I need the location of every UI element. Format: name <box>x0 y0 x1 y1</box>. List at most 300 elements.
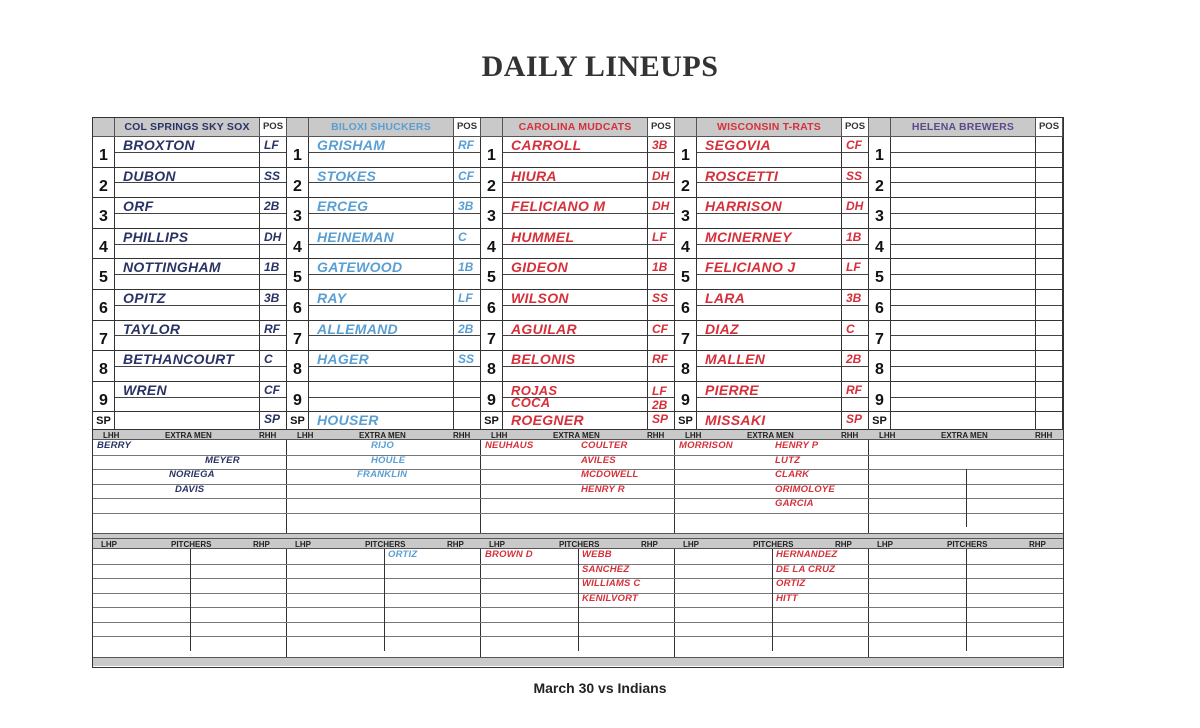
lineup-slot <box>503 351 648 382</box>
extra-man-name: MEYER <box>205 454 240 466</box>
slot-number: 6 <box>287 290 309 321</box>
slot-number: 2 <box>287 168 309 199</box>
position-box <box>842 259 869 290</box>
team-name: CAROLINA MUDCATS <box>503 118 648 137</box>
rhp-pitcher-name: HERNANDEZ <box>776 549 838 561</box>
player-name: HARRISON <box>705 198 783 215</box>
player-position: C <box>846 321 855 336</box>
position-box <box>648 351 675 382</box>
sp-label: SP <box>675 412 697 430</box>
lineup-slot <box>697 229 842 260</box>
player-position: SP <box>264 412 281 427</box>
player-position: CF <box>846 138 862 152</box>
player-name: GATEWOOD <box>317 259 403 276</box>
extra-man-name: COULTER <box>581 440 628 452</box>
player-position: SP <box>846 412 863 427</box>
pitchers-label: PITCHERS <box>947 540 988 550</box>
team-column <box>287 118 481 666</box>
position-box <box>454 168 481 199</box>
player-name: BROXTON <box>123 137 195 153</box>
team-column <box>481 118 675 666</box>
position-box <box>260 168 287 199</box>
lineup-slot <box>697 321 842 352</box>
pitchers-header <box>675 539 869 549</box>
sp-label: SP <box>287 412 309 430</box>
team-name: HELENA BREWERS <box>891 118 1036 137</box>
slot-number: 5 <box>93 259 115 290</box>
position-box <box>1036 382 1063 413</box>
player-position: C <box>264 352 273 367</box>
player-name: PHILLIPS <box>123 228 189 245</box>
grid-line <box>481 455 675 456</box>
lineup-slot <box>891 198 1036 229</box>
player-name: HEINEMAN <box>317 228 395 245</box>
player-name: FELICIANO M <box>511 198 606 215</box>
starting-pitcher-position <box>260 412 287 430</box>
player-name: PIERRE <box>705 381 759 398</box>
lineup-slot <box>891 382 1036 413</box>
player-position: SS <box>846 168 863 183</box>
player-name: ROJAS <box>511 382 558 398</box>
player-position: 2B <box>458 321 474 336</box>
position-box <box>1036 198 1063 229</box>
player-position: 1B <box>652 260 668 275</box>
lineup-slot <box>891 290 1036 321</box>
sp-label: SP <box>481 412 503 430</box>
player-name: ORF <box>123 198 154 215</box>
position-box <box>1036 137 1063 168</box>
slot-number: 7 <box>869 321 891 352</box>
starting-pitcher-slot <box>503 412 648 430</box>
footer-date: March 30 vs Indians <box>533 680 667 696</box>
lhp-label: LHP <box>877 540 893 550</box>
position-box <box>648 382 675 413</box>
slot-number: 7 <box>675 321 697 352</box>
player-name: COCA <box>511 394 551 410</box>
lhh-label: LHH <box>491 431 508 441</box>
position-box <box>1036 351 1063 382</box>
lineup-slot <box>891 321 1036 352</box>
extra-men-header <box>93 430 287 440</box>
extra-men-label: EXTRA MEN <box>941 431 988 441</box>
grid-line <box>481 513 675 514</box>
slot-number: 5 <box>869 259 891 290</box>
rhh-label: RHH <box>259 431 277 441</box>
slot-number: 4 <box>93 229 115 260</box>
player-position: 3B <box>264 291 280 305</box>
slot-number: 6 <box>869 290 891 321</box>
position-box <box>648 229 675 260</box>
lineup-slot <box>891 351 1036 382</box>
extra-men-header <box>675 430 869 440</box>
slot-number: 3 <box>869 198 891 229</box>
slot-number: 8 <box>287 351 309 382</box>
grid-line <box>287 498 481 499</box>
position-box <box>648 290 675 321</box>
board-footer-band <box>675 657 869 666</box>
slot-number: 5 <box>675 259 697 290</box>
position-box <box>260 290 287 321</box>
player-name: GIDEON <box>511 259 569 276</box>
slot-number: 9 <box>869 382 891 413</box>
position-box <box>842 229 869 260</box>
extra-man-name: RIJO <box>371 440 394 452</box>
team-column <box>675 118 869 666</box>
player-position: C <box>458 229 467 244</box>
lineup-board <box>92 117 1064 668</box>
position-box <box>454 351 481 382</box>
rhp-pitcher-name: DE LA CRUZ <box>776 563 836 575</box>
position-box <box>1036 229 1063 260</box>
rhh-label: RHH <box>647 431 665 441</box>
position-box <box>260 351 287 382</box>
grid-divider <box>966 469 967 527</box>
rhh-label: RHH <box>1035 431 1053 441</box>
rhh-label: RHH <box>841 431 859 441</box>
player-name: BELONIS <box>511 351 576 368</box>
extra-men-label: EXTRA MEN <box>359 431 406 441</box>
pitchers-divider <box>772 549 773 651</box>
lineup-slot <box>503 259 648 290</box>
lineup-slot <box>115 259 260 290</box>
grid-line <box>675 513 869 514</box>
lineup-slot <box>697 198 842 229</box>
rhp-pitcher-name: HITT <box>776 592 798 604</box>
rhp-label: RHP <box>447 540 464 550</box>
extra-man-name: ORIMOLOYE <box>775 483 835 495</box>
pitchers-header <box>93 539 287 549</box>
lineup-slot <box>115 168 260 199</box>
slot-number: 2 <box>93 168 115 199</box>
lineup-slot <box>115 321 260 352</box>
lhp-label: LHP <box>101 540 117 550</box>
starting-pitcher-slot <box>309 412 454 430</box>
grid-line <box>93 513 287 514</box>
header-corner <box>93 118 115 137</box>
rhh-label: RHH <box>453 431 471 441</box>
lineup-slot <box>503 382 648 413</box>
grid-line <box>287 484 481 485</box>
slot-number: 3 <box>481 198 503 229</box>
extra-man-name: DAVIS <box>175 483 205 495</box>
lhp-label: LHP <box>295 540 311 550</box>
grid-line <box>675 484 869 485</box>
rhp-label: RHP <box>835 540 852 550</box>
position-box <box>1036 168 1063 199</box>
extra-man-name: NEUHAUS <box>485 440 534 452</box>
lineup-slot <box>309 229 454 260</box>
player-position: SS <box>652 291 669 305</box>
player-position: RF <box>458 138 474 152</box>
lhh-label: LHH <box>103 431 120 441</box>
lineup-slot <box>309 137 454 168</box>
lineup-slot <box>115 351 260 382</box>
lineup-slot <box>697 259 842 290</box>
team-column <box>93 118 287 666</box>
extra-man-name: HENRY P <box>775 440 819 452</box>
extra-men-header <box>869 430 1063 440</box>
rhp-label: RHP <box>253 540 270 550</box>
player-position: 3B <box>652 138 668 152</box>
player-position: SS <box>264 168 281 183</box>
player-position: DH <box>652 199 670 214</box>
grid-line <box>869 455 1063 456</box>
player-position: RF <box>652 352 668 367</box>
slot-number: 4 <box>481 229 503 260</box>
player-name: ALLEMAND <box>317 320 398 337</box>
header-corner <box>287 118 309 137</box>
position-box <box>842 351 869 382</box>
player-position: RF <box>846 382 862 397</box>
grid-line <box>675 469 869 470</box>
rhp-pitcher-name: KENILVORT <box>582 592 638 604</box>
pitchers-label: PITCHERS <box>559 540 600 550</box>
extra-man-name: BERRY <box>97 440 132 452</box>
player-name: ERCEG <box>317 198 369 215</box>
lineup-slot <box>309 168 454 199</box>
extra-man-name: LUTZ <box>775 454 801 466</box>
slot-number: 8 <box>93 351 115 382</box>
player-name: HUMMEL <box>511 228 575 245</box>
lineup-slot <box>309 382 454 413</box>
lineup-slot <box>697 290 842 321</box>
slot-number: 6 <box>481 290 503 321</box>
pitchers-header <box>869 539 1063 549</box>
lineup-slot <box>115 229 260 260</box>
position-box <box>842 137 869 168</box>
player-position: LF <box>264 138 279 152</box>
grid-line <box>481 469 675 470</box>
position-box <box>454 198 481 229</box>
pitchers-divider <box>384 549 385 651</box>
slot-number: 4 <box>287 229 309 260</box>
pitchers-header <box>481 539 675 549</box>
player-name: DIAZ <box>705 320 739 337</box>
lineup-slot <box>309 198 454 229</box>
lhh-label: LHH <box>685 431 702 441</box>
lhp-pitcher-name: BROWN D <box>485 549 533 561</box>
player-position: LF <box>652 229 667 244</box>
player-name: TAYLOR <box>123 320 181 337</box>
player-position: 2B <box>846 352 862 367</box>
pitchers-label: PITCHERS <box>365 540 406 550</box>
slot-number: 8 <box>869 351 891 382</box>
slot-number: 2 <box>869 168 891 199</box>
extra-man-name: MCDOWELL <box>581 469 639 481</box>
lineup-slot <box>115 137 260 168</box>
sp-label: SP <box>869 412 891 430</box>
position-box <box>260 259 287 290</box>
pitchers-divider <box>578 549 579 651</box>
position-box <box>1036 290 1063 321</box>
player-name: HIURA <box>511 167 557 184</box>
position-box <box>454 321 481 352</box>
lineup-slot <box>503 229 648 260</box>
lineup-slot <box>697 351 842 382</box>
pitchers-divider <box>190 549 191 651</box>
player-position: 3B <box>846 291 862 305</box>
team-name: WISCONSIN T-RATS <box>697 118 842 137</box>
player-name: DUBON <box>123 167 176 184</box>
player-name: FELICIANO J <box>705 259 796 276</box>
player-name: BETHANCOURT <box>123 351 235 368</box>
grid-line <box>675 455 869 456</box>
extra-man-name: HOULE <box>371 454 406 466</box>
lhh-label: LHH <box>879 431 896 441</box>
lineup-slot <box>503 321 648 352</box>
lineup-slot <box>697 137 842 168</box>
position-box <box>648 321 675 352</box>
player-name: SEGOVIA <box>705 137 771 153</box>
rhp-pitcher-name: WILLIAMS C <box>582 578 641 590</box>
position-box <box>454 382 481 413</box>
lineup-slot <box>891 168 1036 199</box>
rhp-label: RHP <box>1029 540 1046 550</box>
slot-number: 4 <box>675 229 697 260</box>
player-name: WREN <box>123 381 167 398</box>
slot-number: 9 <box>481 382 503 413</box>
player-name: GRISHAM <box>317 137 386 153</box>
lineup-slot <box>891 137 1036 168</box>
extra-men-label: EXTRA MEN <box>747 431 794 441</box>
player-position: CF <box>458 168 474 183</box>
lineup-slot <box>697 382 842 413</box>
slot-number: 3 <box>675 198 697 229</box>
header-corner <box>675 118 697 137</box>
player-position: CF <box>264 382 280 397</box>
slot-number: 8 <box>675 351 697 382</box>
position-box <box>260 229 287 260</box>
starting-pitcher-position <box>842 412 869 430</box>
pos-column-header: POS <box>454 118 481 137</box>
extra-man-name: AVILES <box>581 454 616 466</box>
slot-number: 1 <box>675 137 697 168</box>
starting-pitcher-name: HOUSER <box>317 412 379 429</box>
position-box <box>260 198 287 229</box>
lhh-label: LHH <box>297 431 314 441</box>
player-position: SS <box>458 352 475 367</box>
rhp-pitcher-name: ORTIZ <box>388 549 418 561</box>
grid-line <box>287 513 481 514</box>
slot-number: 8 <box>481 351 503 382</box>
slot-number: 1 <box>93 137 115 168</box>
lhp-label: LHP <box>489 540 505 550</box>
player-name: STOKES <box>317 167 377 184</box>
extra-man-name: NORIEGA <box>169 469 215 481</box>
page-title: DAILY LINEUPS <box>481 50 719 83</box>
board-footer-band <box>93 657 287 666</box>
player-name: AGUILAR <box>511 320 577 337</box>
starting-pitcher-position <box>454 412 481 430</box>
slot-number: 9 <box>287 382 309 413</box>
player-name: ROSCETTI <box>705 167 779 184</box>
slot-number: 2 <box>481 168 503 199</box>
extra-man-name: CLARK <box>775 469 810 481</box>
rhp-pitcher-name: SANCHEZ <box>582 563 630 575</box>
slot-number: 1 <box>869 137 891 168</box>
header-corner <box>869 118 891 137</box>
slot-number: 1 <box>481 137 503 168</box>
grid-line <box>93 455 287 456</box>
lineup-slot <box>309 351 454 382</box>
player-name: MCINERNEY <box>705 228 792 245</box>
slot-number: 5 <box>481 259 503 290</box>
slot-number: 9 <box>675 382 697 413</box>
starting-pitcher-name: ROEGNER <box>511 412 584 429</box>
team-name: BILOXI SHUCKERS <box>309 118 454 137</box>
player-name: WILSON <box>511 290 569 306</box>
lineup-slot <box>309 259 454 290</box>
slot-number: 3 <box>93 198 115 229</box>
extra-man-name: HENRY R <box>581 483 625 495</box>
position-box <box>842 168 869 199</box>
starting-pitcher-position <box>648 412 675 430</box>
lineup-slot <box>115 290 260 321</box>
pitchers-divider <box>966 549 967 651</box>
player-position: LF <box>458 291 473 305</box>
player-position: LF <box>652 383 667 398</box>
header-corner <box>481 118 503 137</box>
player-position: 2B <box>264 199 280 214</box>
grid-line <box>481 484 675 485</box>
player-position: 1B <box>264 260 280 275</box>
position-box <box>648 198 675 229</box>
extra-men-label: EXTRA MEN <box>165 431 212 441</box>
position-box <box>842 382 869 413</box>
lineup-slot <box>309 290 454 321</box>
team-name: COL SPRINGS SKY SOX <box>115 118 260 137</box>
board-footer-band <box>287 657 481 666</box>
player-name: OPITZ <box>123 290 166 306</box>
rhp-label: RHP <box>641 540 658 550</box>
starting-pitcher-slot <box>891 412 1036 430</box>
player-name: MALLEN <box>705 351 766 368</box>
extra-man-name: FRANKLIN <box>357 469 408 481</box>
lineup-slot <box>891 229 1036 260</box>
lineup-slot <box>503 168 648 199</box>
player-position: 1B <box>458 260 474 275</box>
position-box <box>842 321 869 352</box>
player-name: RAY <box>317 290 347 306</box>
position-box <box>454 259 481 290</box>
slot-number: 7 <box>287 321 309 352</box>
position-box <box>1036 259 1063 290</box>
lineup-slot <box>503 290 648 321</box>
position-box <box>842 290 869 321</box>
position-box <box>260 321 287 352</box>
player-position: DH <box>264 229 282 244</box>
board-footer-band <box>869 657 1063 666</box>
slot-number: 7 <box>93 321 115 352</box>
position-box <box>648 259 675 290</box>
starting-pitcher-slot <box>697 412 842 430</box>
player-name: HAGER <box>317 351 370 368</box>
slot-number: 1 <box>287 137 309 168</box>
slot-number: 3 <box>287 198 309 229</box>
sp-label: SP <box>93 412 115 430</box>
team-column <box>869 118 1063 666</box>
slot-number: 4 <box>869 229 891 260</box>
lineup-slot <box>503 137 648 168</box>
position-box <box>1036 321 1063 352</box>
position-box <box>260 137 287 168</box>
extra-men-header <box>481 430 675 440</box>
pitchers-label: PITCHERS <box>753 540 794 550</box>
player-position: SP <box>652 412 669 427</box>
player-position: 2B <box>652 397 668 412</box>
position-box <box>648 168 675 199</box>
position-box <box>454 229 481 260</box>
